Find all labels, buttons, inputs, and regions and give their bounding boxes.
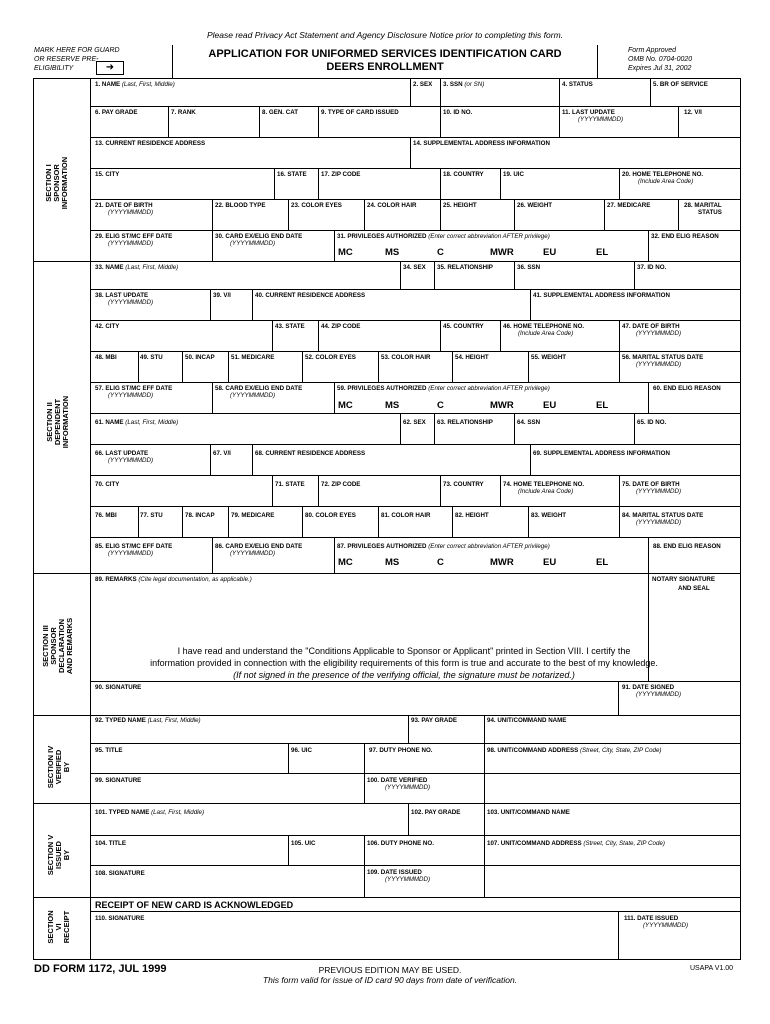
- field-1-name[interactable]: 1. NAME (Last, First, Middle): [95, 81, 175, 88]
- field-63-relationship[interactable]: 63. RELATIONSHIP: [437, 419, 493, 426]
- field-37-id-no[interactable]: 37. ID NO.: [637, 264, 667, 271]
- field-73-country[interactable]: 73. COUNTRY: [443, 481, 484, 488]
- privilege-el: EL: [596, 557, 609, 568]
- field-80-eyes[interactable]: 80. COLOR EYES: [305, 512, 356, 519]
- date-format-hint: (YYYYMMMDD): [578, 116, 624, 123]
- privilege-mwr: MWR: [490, 247, 514, 258]
- privilege-mc: MC: [338, 247, 353, 258]
- version-label: USAPA V1.00: [690, 965, 734, 972]
- field-34-sex[interactable]: 34. SEX: [403, 264, 426, 271]
- arrow-right-icon: ➜: [105, 62, 115, 73]
- field-21-dob[interactable]: 21. DATE OF BIRTH: [95, 202, 153, 209]
- privilege-el: EL: [596, 400, 609, 411]
- field-46-home-phone[interactable]: 46. HOME TELEPHONE NO.: [503, 323, 585, 330]
- field-25-height[interactable]: 25. HEIGHT: [443, 202, 477, 209]
- privilege-c: C: [437, 247, 444, 258]
- field-88-end-elig[interactable]: 88. END ELIG REASON: [653, 543, 721, 550]
- field-64-ssn[interactable]: 64. SSN: [517, 419, 541, 426]
- certification-line-2: information provided in connection with the eligibility requirements of this form is true and accurate to the best of my knowledge.: [150, 658, 658, 668]
- field-66-last-update[interactable]: 66. LAST UPDATE: [95, 450, 149, 457]
- field-111-date-issued[interactable]: 111. DATE ISSUED: [624, 915, 679, 922]
- field-70-city[interactable]: 70. CITY: [95, 481, 120, 488]
- field-14-supplemental[interactable]: 14. SUPPLEMENTAL ADDRESS INFORMATION: [413, 140, 550, 147]
- field-35-relationship[interactable]: 35. RELATIONSHIP: [437, 264, 493, 271]
- field-36-ssn[interactable]: 36. SSN: [517, 264, 541, 271]
- field-67-vi[interactable]: 67. V/I: [213, 450, 231, 457]
- field-52-eyes[interactable]: 52. COLOR EYES: [305, 354, 356, 361]
- field-99-signature[interactable]: 99. SIGNATURE: [95, 777, 142, 784]
- privilege-c: C: [437, 400, 444, 411]
- omb-approval: [628, 46, 738, 73]
- field-69-supplemental[interactable]: 69. SUPPLEMENTAL ADDRESS INFORMATION: [533, 450, 670, 457]
- field-100-date-verified[interactable]: 100. DATE VERIFIED: [367, 777, 428, 784]
- field-105-uic[interactable]: 105. UIC: [291, 840, 316, 847]
- field-77-stu[interactable]: 77. STU: [140, 512, 163, 519]
- privilege-el: EL: [596, 247, 609, 258]
- field-27-medicare[interactable]: 27. MEDICARE: [607, 202, 651, 209]
- field-47-dob[interactable]: 47. DATE OF BIRTH: [622, 323, 680, 330]
- field-97-duty-phone[interactable]: 97. DUTY PHONE NO.: [369, 747, 433, 754]
- field-45-country[interactable]: 45. COUNTRY: [443, 323, 484, 330]
- field-58-card-exp[interactable]: 58. CARD EX/ELIG END DATE: [215, 385, 303, 392]
- field-74-home-phone[interactable]: 74. HOME TELEPHONE NO.: [503, 481, 585, 488]
- field-24-hair[interactable]: 24. COLOR HAIR: [367, 202, 417, 209]
- field-96-uic[interactable]: 96. UIC: [291, 747, 312, 754]
- field-92-typed-name[interactable]: 92. TYPED NAME (Last, First, Middle): [95, 717, 201, 724]
- privilege-mwr: MWR: [490, 557, 514, 568]
- field-42-city[interactable]: 42. CITY: [95, 323, 120, 330]
- field-38-last-update[interactable]: 38. LAST UPDATE: [95, 292, 149, 299]
- field-56-marital-date[interactable]: 56. MARITAL STATUS DATE: [622, 354, 704, 361]
- field-62-sex[interactable]: 62. SEX: [403, 419, 426, 426]
- omb-number: OMB No. 0704-0020: [628, 56, 693, 63]
- notary-label-2: AND SEAL: [678, 585, 710, 592]
- privilege-eu: EU: [543, 400, 557, 411]
- field-41-supplemental[interactable]: 41. SUPPLEMENTAL ADDRESS INFORMATION: [533, 292, 670, 299]
- field-86-card-exp[interactable]: 86. CARD EX/ELIG END DATE: [215, 543, 303, 550]
- certification-line-1: I have read and understand the "Conditions Applicable to Sponsor or Applicant" printed in Section VIII. I certify the: [177, 646, 631, 656]
- field-72-zip[interactable]: 72. ZIP CODE: [321, 481, 361, 488]
- field-43-state[interactable]: 43. STATE: [275, 323, 305, 330]
- privilege-mwr: MWR: [490, 400, 514, 411]
- date-format-hint: (YYYYMMMDD): [385, 876, 431, 883]
- receipt-acknowledged: RECEIPT OF NEW CARD IS ACKNOWLEDGED: [95, 900, 294, 910]
- field-89-remarks[interactable]: 89. REMARKS (Cite legal documentation, as applicable.): [95, 576, 252, 583]
- guard-reserve-checkbox[interactable]: [96, 61, 124, 75]
- field-20-home-phone[interactable]: 20. HOME TELEPHONE NO.: [622, 171, 704, 178]
- field-101-typed-name[interactable]: 101. TYPED NAME (Last, First, Middle): [95, 809, 205, 816]
- date-format-hint: (YYYYMMMDD): [108, 550, 154, 557]
- date-format-hint: (YYYYMMMDD): [636, 519, 682, 526]
- date-format-hint: (YYYYMMMDD): [636, 488, 682, 495]
- field-12-vi[interactable]: 12. V/I: [684, 109, 702, 116]
- date-format-hint: (YYYYMMMDD): [636, 330, 682, 337]
- date-format-hint: (YYYYMMMDD): [643, 922, 689, 929]
- field-54-height[interactable]: 54. HEIGHT: [455, 354, 489, 361]
- field-57-elig-eff[interactable]: 57. ELIG ST/MC EFF DATE: [95, 385, 173, 392]
- date-format-hint: (YYYYMMMDD): [230, 392, 276, 399]
- privilege-mc: MC: [338, 400, 353, 411]
- privilege-ms: MS: [385, 400, 400, 411]
- field-108-signature[interactable]: 108. SIGNATURE: [95, 870, 145, 877]
- field-53-hair[interactable]: 53. COLOR HAIR: [381, 354, 431, 361]
- form-id: DD FORM 1172, JUL 1999: [34, 963, 167, 975]
- date-format-hint: (YYYYMMMDD): [230, 550, 276, 557]
- field-82-height[interactable]: 82. HEIGHT: [455, 512, 489, 519]
- field-6-pay-grade[interactable]: 6. PAY GRADE: [95, 109, 138, 116]
- field-26-weight[interactable]: 26. WEIGHT: [517, 202, 553, 209]
- field-79-medicare[interactable]: 79. MEDICARE: [231, 512, 275, 519]
- field-15-city[interactable]: 15. CITY: [95, 171, 120, 178]
- privilege-eu: EU: [543, 557, 557, 568]
- notary-label-1: NOTARY SIGNATURE: [652, 576, 716, 583]
- field-29-elig-eff[interactable]: 29. ELIG ST/MC EFF DATE: [95, 233, 173, 240]
- field-31-privileges[interactable]: 31. PRIVILEGES AUTHORIZED (Enter correct abbreviation AFTER privilege): [337, 233, 550, 240]
- field-9-card-type[interactable]: 9. TYPE OF CARD ISSUED: [321, 109, 399, 116]
- field-104-title[interactable]: 104. TITLE: [95, 840, 126, 847]
- privilege-c: C: [437, 557, 444, 568]
- field-28-marital[interactable]: 28. MARITAL: [684, 202, 722, 209]
- field-76-mbi[interactable]: 76. MBI: [95, 512, 117, 519]
- field-13-residence[interactable]: 13. CURRENT RESIDENCE ADDRESS: [95, 140, 206, 147]
- field-103-unit-name[interactable]: 103. UNIT/COMMAND NAME: [487, 809, 570, 816]
- field-102-pay-grade[interactable]: 102. PAY GRADE: [411, 809, 461, 816]
- field-85-elig-eff[interactable]: 85. ELIG ST/MC EFF DATE: [95, 543, 173, 550]
- field-23-eyes[interactable]: 23. COLOR EYES: [291, 202, 342, 209]
- field-16-state[interactable]: 16. STATE: [277, 171, 307, 178]
- date-format-hint: (YYYYMMMDD): [108, 457, 154, 464]
- field-98-unit-address[interactable]: 98. UNIT/COMMAND ADDRESS (Street, City, State, ZIP Code): [487, 747, 662, 754]
- field-110-signature[interactable]: 110. SIGNATURE: [95, 915, 145, 922]
- guard-reserve-note: MARK HERE FOR GUARD OR RESERVE PRE-ELIGIBILITY: [34, 47, 120, 72]
- edition-note: PREVIOUS EDITION MAY BE USED.: [318, 965, 462, 975]
- field-107-unit-address[interactable]: 107. UNIT/COMMAND ADDRESS (Street, City, State, ZIP Code): [487, 840, 665, 847]
- field-8-gen-cat[interactable]: 8. GEN. CAT: [262, 109, 298, 116]
- date-format-hint: (YYYYMMMDD): [636, 691, 682, 698]
- field-32-end-elig[interactable]: 32. END ELIG REASON: [651, 233, 719, 240]
- privilege-ms: MS: [385, 557, 400, 568]
- form-subtitle: DEERS ENROLLMENT: [326, 61, 444, 73]
- field-40-residence[interactable]: 40. CURRENT RESIDENCE ADDRESS: [255, 292, 366, 299]
- field-106-duty-phone[interactable]: 106. DUTY PHONE NO.: [367, 840, 434, 847]
- field-5-branch[interactable]: 5. BR OF SERVICE: [653, 81, 708, 88]
- field-19-uic[interactable]: 19. UIC: [503, 171, 524, 178]
- field-109-date-issued[interactable]: 109. DATE ISSUED: [367, 869, 422, 876]
- field-84-marital-date[interactable]: 84. MARITAL STATUS DATE: [622, 512, 704, 519]
- date-format-hint: (YYYYMMMDD): [108, 240, 154, 247]
- field-3-ssn[interactable]: 3. SSN (or SN): [443, 81, 485, 88]
- field-11-last-update[interactable]: 11. LAST UPDATE: [562, 109, 615, 116]
- privilege-mc: MC: [338, 557, 353, 568]
- field-7-rank[interactable]: 7. RANK: [171, 109, 196, 116]
- field-83-weight[interactable]: 83. WEIGHT: [531, 512, 567, 519]
- section-3-label: SECTION III SPONSOR DECLARATION AND REMARKS: [41, 617, 74, 675]
- field-50-incap[interactable]: 50. INCAP: [185, 354, 215, 361]
- field-44-zip[interactable]: 44. ZIP CODE: [321, 323, 361, 330]
- field-51-medicare[interactable]: 51. MEDICARE: [231, 354, 275, 361]
- section-1-label: SECTION I SPONSOR INFORMATION: [44, 156, 69, 210]
- form-title: APPLICATION FOR UNIFORMED SERVICES IDENTIFICATION CARD: [208, 48, 562, 60]
- field-4-status[interactable]: 4. STATUS: [562, 81, 593, 88]
- field-48-mbi[interactable]: 48. MBI: [95, 354, 117, 361]
- section-2-label: SECTION II DEPENDENT INFORMATION: [45, 395, 70, 449]
- field-17-zip[interactable]: 17. ZIP CODE: [321, 171, 361, 178]
- date-format-hint: (YYYYMMMDD): [108, 209, 154, 216]
- footer-notes: [200, 965, 580, 985]
- area-code-hint: (Include Area Code): [518, 330, 574, 337]
- section-5-label: SECTION V ISSUED BY: [46, 834, 71, 876]
- field-30-card-exp[interactable]: 30. CARD EX/ELIG END DATE: [215, 233, 303, 240]
- date-format-hint: (YYYYMMMDD): [108, 392, 154, 399]
- field-94-unit-name[interactable]: 94. UNIT/COMMAND NAME: [487, 717, 567, 724]
- field-93-pay-grade[interactable]: 93. PAY GRADE: [411, 717, 457, 724]
- section-4-label: SECTION IV VERIFIED BY: [46, 745, 71, 789]
- section-6-label: SECTION VI RECEIPT: [46, 910, 71, 944]
- approval-line: Form Approved: [628, 47, 676, 54]
- field-2-sex[interactable]: 2. SEX: [413, 81, 433, 88]
- field-95-title[interactable]: 95. TITLE: [95, 747, 123, 754]
- area-code-hint: (Include Area Code): [518, 488, 574, 495]
- field-68-residence[interactable]: 68. CURRENT RESIDENCE ADDRESS: [255, 450, 366, 457]
- field-49-stu[interactable]: 49. STU: [140, 354, 163, 361]
- certification-line-3: (If not signed in the presence of the verifying official, the signature must be notarized.): [233, 670, 575, 680]
- date-format-hint: (YYYYMMMDD): [230, 240, 276, 247]
- privacy-notice: Please read Privacy Act Statement and Agency Disclosure Notice prior to completing this form.: [206, 30, 564, 40]
- field-59-privileges[interactable]: 59. PRIVILEGES AUTHORIZED (Enter correct abbreviation AFTER privilege): [337, 385, 550, 392]
- field-78-incap[interactable]: 78. INCAP: [185, 512, 215, 519]
- field-22-blood-type[interactable]: 22. BLOOD TYPE: [215, 202, 266, 209]
- field-91-date-signed[interactable]: 91. DATE SIGNED: [622, 684, 675, 691]
- privilege-eu: EU: [543, 247, 557, 258]
- date-format-hint: (YYYYMMMDD): [108, 299, 154, 306]
- field-33-name[interactable]: 33. NAME (Last, First, Middle): [95, 264, 179, 271]
- date-format-hint: (YYYYMMMDD): [385, 784, 431, 791]
- field-28-marital-2: STATUS: [698, 209, 722, 216]
- field-81-hair[interactable]: 81. COLOR HAIR: [381, 512, 431, 519]
- field-71-state[interactable]: 71. STATE: [275, 481, 305, 488]
- privilege-ms: MS: [385, 247, 400, 258]
- field-61-name[interactable]: 61. NAME (Last, First, Middle): [95, 419, 179, 426]
- field-60-end-elig[interactable]: 60. END ELIG REASON: [653, 385, 721, 392]
- validity-note: This form valid for issue of ID card 90 days from date of verification.: [262, 975, 518, 985]
- date-format-hint: (YYYYMMMDD): [636, 361, 682, 368]
- field-87-privileges[interactable]: 87. PRIVILEGES AUTHORIZED (Enter correct abbreviation AFTER privilege): [337, 543, 550, 550]
- field-75-dob[interactable]: 75. DATE OF BIRTH: [622, 481, 680, 488]
- area-code-hint: (Include Area Code): [638, 178, 694, 185]
- expiration-date: Expires Jul 31, 2002: [628, 65, 692, 72]
- field-39-vi[interactable]: 39. V/I: [213, 292, 231, 299]
- field-55-weight[interactable]: 55. WEIGHT: [531, 354, 567, 361]
- form-title-block: [172, 45, 598, 79]
- field-18-country[interactable]: 18. COUNTRY: [443, 171, 484, 178]
- field-65-id-no[interactable]: 65. ID NO.: [637, 419, 667, 426]
- field-90-signature[interactable]: 90. SIGNATURE: [95, 684, 142, 691]
- field-10-id-no[interactable]: 10. ID NO.: [443, 109, 473, 116]
